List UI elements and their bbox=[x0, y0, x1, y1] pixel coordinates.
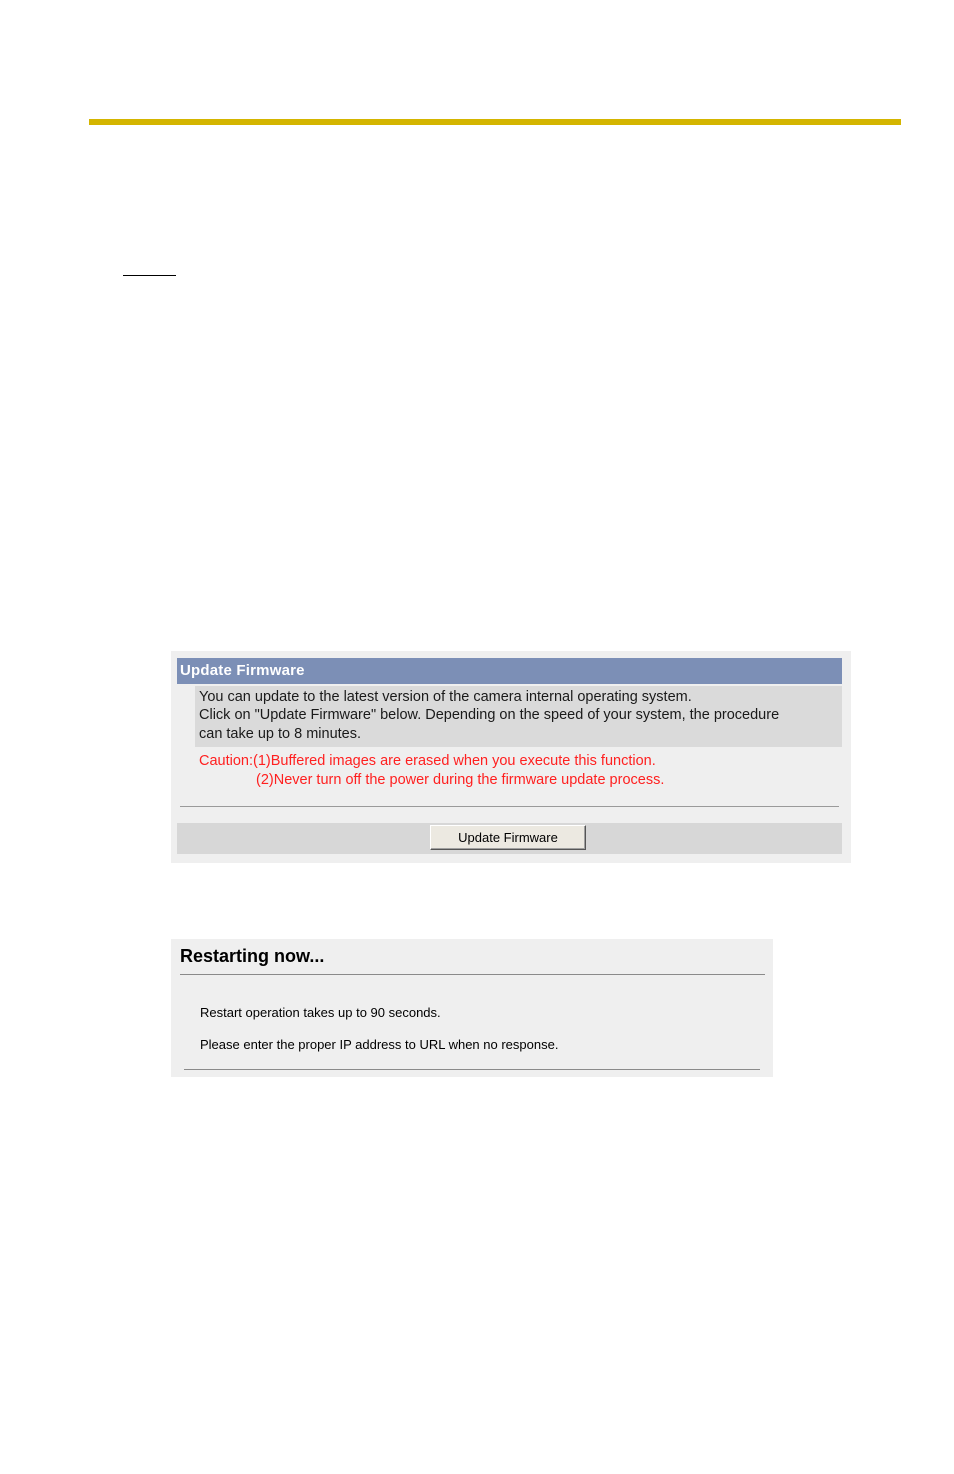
update-firmware-divider bbox=[180, 806, 839, 807]
caution-line: (2)Never turn off the power during the firmware update process. bbox=[256, 772, 665, 788]
description-line: can take up to 8 minutes. bbox=[199, 726, 362, 742]
restarting-message: Restart operation takes up to 90 seconds. bbox=[200, 1005, 441, 1020]
update-firmware-button-bar bbox=[177, 823, 842, 854]
restarting-bottom-rule bbox=[184, 1069, 760, 1070]
caution-line: Caution:(1)Buffered images are erased when you execute this function. bbox=[199, 753, 656, 769]
restarting-title-rule bbox=[180, 974, 765, 975]
note-heading-underline bbox=[123, 275, 176, 276]
header-accent-rule bbox=[89, 119, 901, 125]
update-firmware-button[interactable]: Update Firmware bbox=[430, 825, 586, 850]
restarting-title: Restarting now... bbox=[180, 946, 325, 966]
description-line: Click on "Update Firmware" below. Depending on the speed of your system, the procedure bbox=[199, 707, 780, 723]
description-line: You can update to the latest version of the camera internal operating system. bbox=[199, 689, 692, 705]
update-firmware-header bbox=[177, 658, 842, 684]
update-firmware-title: Update Firmware bbox=[180, 662, 305, 679]
update-firmware-panel bbox=[171, 651, 851, 863]
restarting-panel bbox=[171, 939, 773, 1077]
restarting-message: Please enter the proper IP address to URL when no response. bbox=[200, 1037, 559, 1052]
update-firmware-description bbox=[195, 686, 842, 747]
